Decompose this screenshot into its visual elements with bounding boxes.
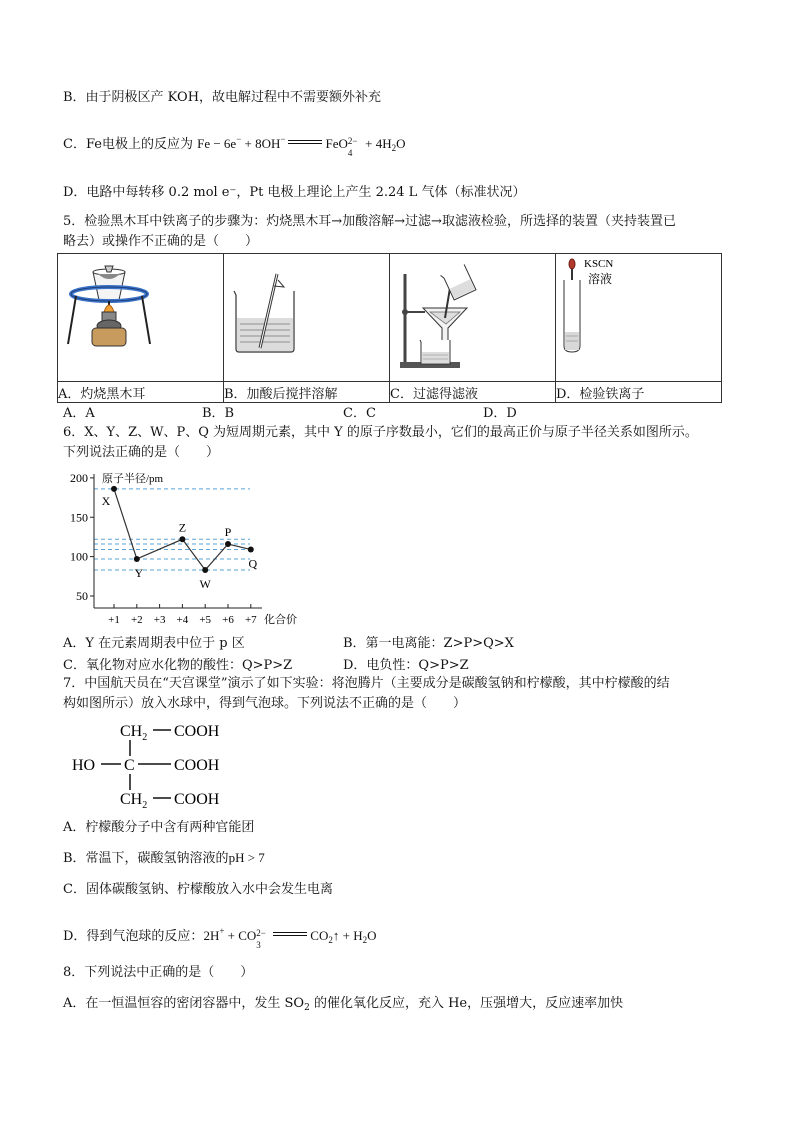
apparatus-a-image [58,254,224,382]
ph-expression: pH > 7 [228,850,265,865]
x-tick-label: +6 [222,614,234,626]
svg-text:CH2: $CH_2$ [120,723,148,743]
eq-term: + 4H [361,136,392,151]
cooh-middle: COOH [174,757,220,774]
eq-term: Fe − 6e [197,136,237,151]
q7-option-d-equation: 2H+ + CO 2− 3 $CO_2↑ + H_2O$ [203,926,377,950]
data-point-p [225,541,231,547]
q5-choice-c: C．C [343,406,376,421]
central-carbon: C [124,757,135,774]
point-label-x: X [101,493,111,508]
data-point-z [179,536,185,542]
eq-supsub: 2− 4 [347,136,358,158]
q4-option-c [63,130,405,157]
point-label-z: Z [178,520,187,535]
caption-d: D．检验铁离子 [556,382,722,403]
ho-group: HO [72,757,96,774]
q7-option-c: C．固体碳酸氢钠、柠檬酸放入水中会发生电离 [63,882,333,897]
q7-option-d-text: D．得到气泡球的反应： [63,929,204,944]
q7-option-d [63,922,376,949]
reagent-label-solution: 溶液 [588,272,613,286]
q4-option-c-prefix: C．Fe电极上的反应为 [63,137,193,152]
svg-text:CH2: $CH_2$ [120,791,148,811]
q6-option-b: B．第一电离能：Z>P>Q>X [343,636,514,651]
eq-term: + 8OH [241,136,281,151]
data-point-q [248,547,254,553]
q5-stem-line2: 略去）或操作不正确的是（ ） [63,234,259,249]
filtration-icon [390,254,555,377]
q5-apparatus-table [57,253,722,403]
point-label-p: P [224,525,232,540]
x-tick-label: +5 [199,614,212,626]
ch2-top: CH [120,723,143,740]
apparatus-b-image [224,254,390,382]
eq-term: FeO [325,136,348,151]
y-tick-label: 100 [70,549,88,564]
data-point-y [134,556,140,562]
q6-stem-line2: 下列说法正确的是（ ） [63,445,220,460]
q6-option-d: D．电负性：Q>P>Z [343,658,469,673]
reagent-label-kscn: KSCN [584,258,614,270]
data-point-w [202,567,208,573]
y-axis-label: 原子半径/pm [102,473,164,485]
q7-stem-line1: 7．中国航天员在“天宫课堂”演示了如下实验：将泡腾片（主要成分是碳酸氢钠和柠檬酸，其中柠檬酸的结 [63,676,670,691]
caption-b: B．加酸后搅拌溶解 [224,382,390,403]
q7-option-b-text: B．常温下，碳酸氢钠溶液的 [63,851,229,866]
data-point-x [111,486,117,492]
equals-sign [288,140,322,144]
test-tube-dropper-icon [556,254,721,377]
eq-term: O [396,136,406,151]
cooh-bottom: COOH [174,791,220,808]
y-tick-label: 50 [76,589,88,603]
eq-sup: − [280,134,286,144]
q5-choice-a: A．A [63,406,95,421]
eq-sub: 2 [391,143,397,153]
q6-option-a: A．Y 在元素周期表中位于 p 区 [63,636,245,651]
ch2-bottom: CH [120,791,143,808]
x-tick-label: +1 [108,614,120,626]
q7-option-a: A．柠檬酸分子中含有两种官能团 [63,820,255,835]
y-tick-label: 150 [70,510,88,525]
q5-choice-d: D．D [483,406,517,421]
apparatus-d-image [556,254,722,382]
x-tick-label: +7 [244,614,257,626]
point-label-q: Q [248,556,258,571]
x-tick-label: +3 [153,614,166,626]
point-label-y: Y [134,565,144,580]
equals-sign [273,932,307,936]
q6-stem-line1: 6．X、Y、Z、W、P、Q 为短周期元素，其中 Y 的原子序数最小，它们的最高正价与原子半径关系如图所示。 [63,425,698,440]
x-tick-label: +2 [130,614,143,626]
q7-stem-line2: 构如图所示）放入水球中，得到气泡球。下列说法不正确的是（ ） [63,696,467,711]
q8-option-a: A．在一恒温恒容的密闭容器中，发生 $SO_2$ 的催化氧化反应，充入 He，压强增大，反应速率加快 [63,996,624,1013]
q5-choice-b: B．B [202,406,235,421]
x-axis-label: 化合价 [264,614,297,626]
caption-c: C．过滤得滤液 [390,382,556,403]
burning-apparatus-icon [58,254,223,377]
beaker-stirring-icon [224,254,389,377]
q8-stem: 8．下列说法中正确的是（ ） [63,965,254,980]
y-tick-label: 200 [70,470,88,485]
q5-stem-line1: 5．检验黑木耳中铁离子的步骤为：灼烧黑木耳→加酸溶解→过滤→取滤液检验，所选择的装置（夹持装置已 [63,214,676,229]
apparatus-c-image [390,254,556,382]
q6-option-c: C．氧化物对应水化物的酸性：Q>P>Z [63,658,293,673]
q4-option-b: B．由于阴极区产 KOH，故电解过程中不需要额外补充 [63,90,382,105]
eq-sup: − [236,134,242,144]
cooh-top: COOH [174,723,220,740]
q4-option-c-equation [197,134,406,158]
radius-valence-chart [60,468,320,630]
q7-option-b [63,849,265,868]
q4-option-d: D．电路中每转移 0.2 mol e⁻，Pt 电极上理论上产生 2.24 L 气体（标准状况） [63,185,526,200]
caption-a: A．灼烧黑木耳 [58,382,224,403]
point-label-w: W [199,577,211,592]
citric-acid-structure [68,716,248,814]
x-tick-label: +4 [176,614,189,626]
